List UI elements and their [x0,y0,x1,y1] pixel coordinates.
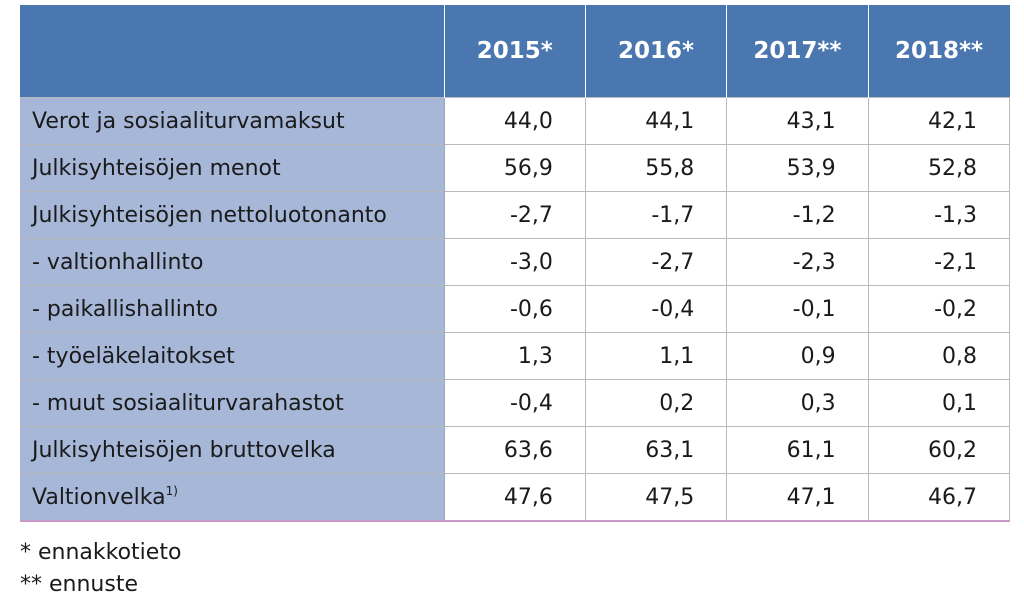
value-cell: -0,4 [585,286,726,333]
value-cell: -0,6 [444,286,585,333]
value-cell: 47,1 [727,474,868,522]
value-cell: 55,8 [585,145,726,192]
footnote: * ennakkotieto [20,540,182,565]
row-label-cell [20,98,444,145]
value-cell: 53,9 [727,145,868,192]
row-label: - paikallishallinto [32,296,218,322]
value-cell: -2,3 [727,239,868,286]
value-cell: 1,1 [585,333,726,380]
value-cell: 42,1 [868,98,1009,145]
value-cell: 63,6 [444,427,585,474]
row-label-cell [20,474,444,522]
value-cell: 63,1 [585,427,726,474]
row-label: Verot ja sosiaaliturvamaksut [32,108,345,134]
row-label-cell [20,333,444,380]
table-row [20,145,1010,192]
value-cell: 1,3 [444,333,585,380]
value-cell: -0,1 [727,286,868,333]
table-row [20,333,1010,380]
row-label: Julkisyhteisöjen bruttovelka [32,437,336,463]
header-corner [20,5,444,98]
value-cell: 47,5 [585,474,726,522]
value-cell: -1,2 [727,192,868,239]
value-cell: -1,3 [868,192,1009,239]
row-label-cell [20,380,444,427]
table-row [20,98,1010,145]
table-row [20,427,1010,474]
footnote-marker: 1) [165,484,178,498]
value-cell: 52,8 [868,145,1009,192]
value-cell: 0,9 [727,333,868,380]
value-cell: -0,4 [444,380,585,427]
value-cell: 0,1 [868,380,1009,427]
value-cell: -0,2 [868,286,1009,333]
row-label-cell [20,145,444,192]
row-label: Julkisyhteisöjen menot [32,155,281,181]
value-cell: 46,7 [868,474,1009,522]
value-cell: -2,1 [868,239,1009,286]
value-cell: 44,1 [585,98,726,145]
footnotes [20,537,181,601]
row-label-cell [20,286,444,333]
row-label: - työeläkelaitokset [32,343,235,369]
table-row [20,286,1010,333]
value-cell: 61,1 [727,427,868,474]
row-label: - muut sosiaaliturvarahastot [32,390,344,416]
header-year: 2018** [868,5,1009,98]
table-row [20,239,1010,286]
value-cell: -1,7 [585,192,726,239]
data-table [20,5,1010,522]
value-cell: -2,7 [585,239,726,286]
table-row [20,380,1010,427]
row-label-cell [20,192,444,239]
header-year: 2016* [585,5,726,98]
value-cell: 60,2 [868,427,1009,474]
value-cell: 47,6 [444,474,585,522]
footnote: ** ennuste [20,572,138,597]
value-cell: 44,0 [444,98,585,145]
value-cell: 0,3 [727,380,868,427]
value-cell: 0,8 [868,333,1009,380]
header-year: 2017** [727,5,868,98]
row-label: - valtionhallinto [32,249,204,275]
header-row [20,5,1010,98]
row-label-cell [20,427,444,474]
value-cell: 43,1 [727,98,868,145]
value-cell: -2,7 [444,192,585,239]
table-row [20,474,1010,522]
row-label: Valtionvelka [32,485,166,510]
value-cell: 0,2 [585,380,726,427]
table-row [20,192,1010,239]
row-label: Julkisyhteisöjen nettoluotonanto [32,202,387,228]
value-cell: -3,0 [444,239,585,286]
value-cell: 56,9 [444,145,585,192]
header-year: 2015* [444,5,585,98]
row-label-cell [20,239,444,286]
